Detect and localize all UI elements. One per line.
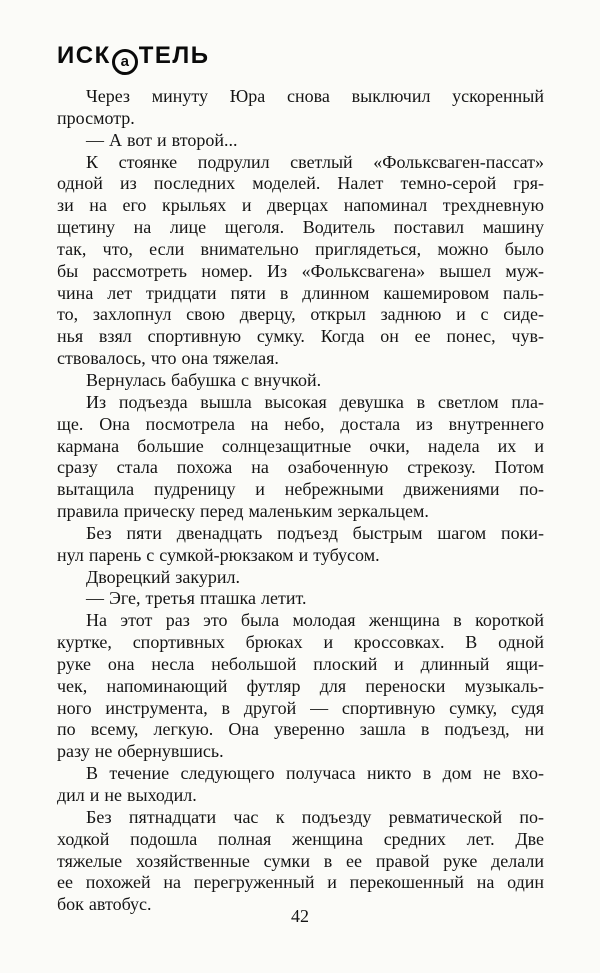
paragraph [57, 370, 544, 392]
text-line: ствовалось, что она тяжелая. [57, 348, 279, 369]
text-line: бы рассмотреть номер. Из «Фольксвагена» вышел муж- [57, 260, 544, 281]
text-line: просмотр. [57, 107, 135, 128]
text-line: ходкой подошла полная женщина средних лет. Две [57, 828, 544, 849]
paragraph [57, 523, 544, 567]
text-line: Без пяти двенадцать подъезд быстрым шагом поки- [86, 522, 544, 543]
text-line: В течение следующего получаса никто в дом не вхо- [86, 763, 544, 784]
text-line: бок автобус. [57, 894, 152, 915]
text-line: по всему, легкую. Она уверенно зашла в подъезд, ни [57, 719, 544, 740]
text-line: щетину на лице щеголя. Водитель поставил машину [57, 217, 544, 238]
logo-suffix: ТЕЛЬ [138, 42, 210, 69]
paragraph [57, 152, 544, 370]
text-line: вытащила пудреницу и небрежными движениями по- [57, 479, 544, 500]
text-line: нул парень с сумкой-рюкзаком и тубусом. [57, 544, 380, 565]
text-line: Вернулась бабушка с внучкой. [86, 369, 322, 390]
page-number: 42 [291, 906, 309, 926]
paragraph [57, 567, 544, 589]
text-line: — Эге, третья пташка летит. [86, 588, 307, 609]
circled-a-icon: а [112, 49, 138, 75]
text-line: Через минуту Юра снова выключил ускоренный [86, 86, 544, 106]
paragraph [57, 588, 544, 610]
paragraph [57, 130, 544, 152]
magazine-logo [57, 42, 210, 75]
text-line: ного инструмента, в другой — спортивную сумку, судя [57, 697, 544, 718]
logo-prefix: ИСК [57, 42, 111, 69]
text-line: руке она несла небольшой плоский и длинный ящи- [57, 653, 544, 674]
text-line: Из подъезда вышла высокая девушка в светлом пла- [86, 391, 544, 412]
text-line: ще. Она посмотрела на небо, достала из внутреннего [57, 413, 544, 434]
paragraph [57, 610, 544, 763]
text-line: кармана большие солнцезащитные очки, надела их и [57, 435, 544, 456]
text-line: ее похожей на перегруженный и перекошенный на один [57, 872, 544, 893]
text-line: чина лет тридцати пяти в длинном кашемировом паль- [57, 282, 544, 303]
text-line: чек, напоминающий футляр для переноски музыкаль- [57, 675, 544, 696]
text-line: тяжелые хозяйственные сумки в ее правой руке делали [57, 850, 544, 871]
text-line: так, что, если внимательно приглядеться, можно было [57, 238, 544, 259]
text-line: одной из последних моделей. Налет темно-серой гря- [57, 173, 544, 194]
paragraph [57, 392, 544, 523]
text-line: то, захлопнул свою дверцу, открыл заднюю и с сиде- [57, 304, 544, 325]
text-line: нья взял спортивную сумку. Когда он ее понес, чув- [57, 326, 544, 347]
text-line: разу не обернувшись. [57, 741, 224, 762]
paragraph [57, 86, 544, 130]
text-line: дил и не выходил. [57, 785, 197, 805]
text-line: зи на его крыльях и дверцах напоминал трехдневную [57, 195, 544, 216]
text-line: Без пятнадцати час к подъезду ревматической по- [86, 806, 544, 827]
paragraph [57, 763, 544, 807]
text-line: На этот раз это была молодая женщина в короткой [86, 610, 544, 631]
text-line: К стоянке подрулил светлый «Фольксваген-пассат» [86, 151, 544, 172]
text-line: куртке, спортивных брюках и кроссовках. В одной [57, 632, 544, 653]
text-line: Дворецкий закурил. [86, 566, 240, 587]
paragraph [57, 807, 544, 916]
text-line: — А вот и второй... [86, 129, 238, 150]
text-line: сразу стала похожа на озабоченную стрекозу. Потом [57, 457, 544, 478]
text-line: правила прическу перед маленьким зеркальцем. [57, 501, 429, 522]
text-block [57, 86, 544, 916]
